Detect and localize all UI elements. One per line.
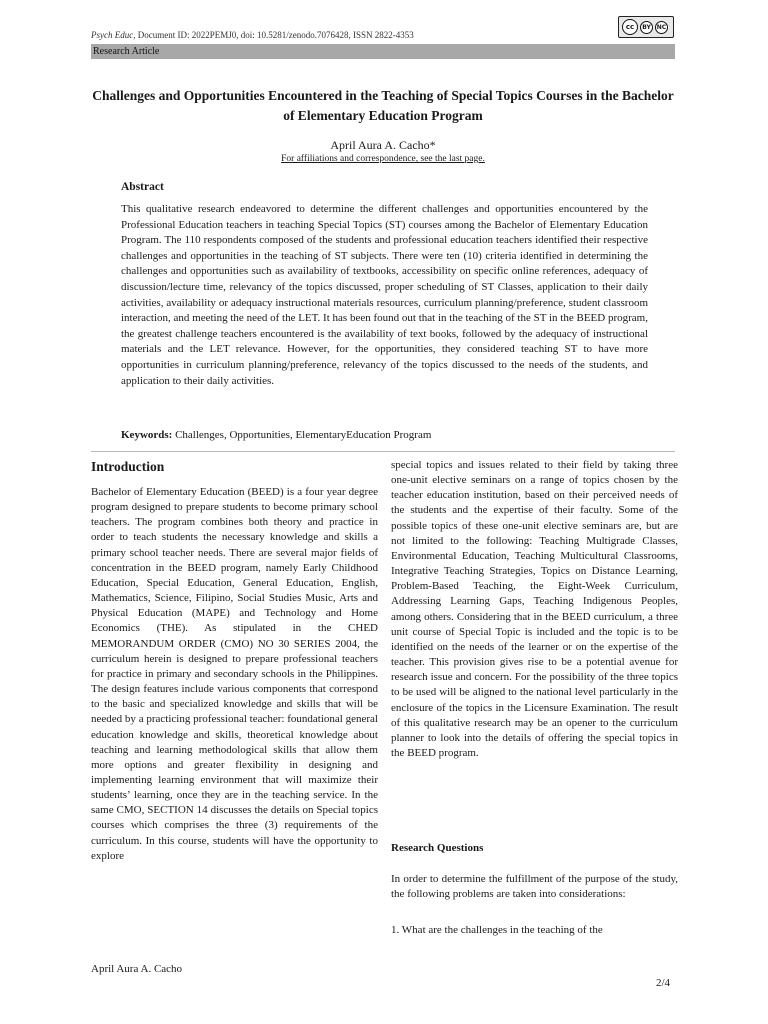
footer-author: April Aura A. Cacho bbox=[91, 963, 183, 975]
keywords-text: Challenges, Opportunities, ElementaryEducation Program bbox=[172, 429, 432, 441]
abstract-text: This qualitative research endeavored to determine the different challenges and opportunities encountered by the Professional Education teachers in teaching Special Topics (ST) courses among the Bachelor of Elementary Education Program. The 110 respondents composed of the students and professional education teachers identified their respective challenges and opportunities in the teaching of ST subjects. There were ten (10) criteria identified in determining the challenges and opportunities such as availability of textbooks, accessibility on specific online references, adequacy of discussion/lecture time, relevancy of the topics discussed, proper scheduling of ST Classes, application to their daily activities, availability or adequacy instructional materials resources, curriculum planning/preference, student classroom interaction, and meeting the need of the LET. It has been found out that in the teaching of the ST in the BEED program, the greatest challenge teachers encountered is the availability of text books, followed by the adequacy of instructional materials and the LET relevance. However, for the opportunities, they considered teaching ST to have more opportunities in curriculum planning/preference, relevancy of the topics discussed to the needs of the students, and application to their daily activities. bbox=[121, 203, 648, 387]
introduction-right-column: special topics and issues related to their field by taking three one-unit elective seminars on a range of topics chosen by the teacher education institution, based on their perceived needs of the students and the expertise of their faculty. Some of the possible topics of these one-unit elective seminars are, but are not limited to the following: Teaching Multigrade Classes, Environmental Education, Teaching Multicultural Classrooms, Integrative Teaching Strategies, Topics on Distance Learning, Problem-Based Teaching, the Eight-Week Curriculum, Addressing Learning Gaps, Teaching Indigenous Peoples, among others. Considering that in the BEED curriculum, a three unit course of Special Topic is included and the topic is to be identified on the needs of the learner or on the expertise of the teacher. This provision gives rise to be a potential avenue for research issue and concern. For the possibility of the three topics to be used will be aligned to the national level particularly in the enclosure of the topics in the Licensure Examination. The result of this qualitative research may be an opener to the curriculum planner to look into the details of offering the special topics in the BEED program. bbox=[391, 459, 678, 759]
citation-details: , Document ID: 2022PEMJ0, doi: 10.5281/zenodo.7076428, ISSN 2822-4353 bbox=[133, 30, 414, 40]
keywords-label: Keywords: bbox=[121, 429, 173, 441]
page-number: 2/4 bbox=[656, 977, 671, 989]
cc-nc-icon: NC bbox=[655, 21, 668, 34]
header-citation bbox=[91, 30, 414, 40]
journal-name: Psych Educ bbox=[91, 30, 134, 40]
article-type-bar: Research Article bbox=[91, 44, 675, 59]
affiliation-link[interactable]: For affiliations and correspondence, see the last page. bbox=[281, 154, 485, 164]
introduction-left-column: Bachelor of Elementary Education (BEED) is a four year degree program designed to prepare students to become primary school teachers. The program combines both theory and practice in order to teach students the necessary knowledge and skills a primary school teacher needs. There are several major fields of concentration in the BEED program, namely Early Childhood Education, Special Education, General Education, English, Mathematics, Science, Filipino, Social Studies Music, Arts and Physical Education (MAPE) and Technology and Home Economics (THE). As stipulated in the CHED MEMORANDUM ORDER (CMO) NO 30 SERIES 2004, the curriculum herein is designed to prepare professional teachers for practice in primary and secondary schools in the Philippines. The design features include various components that correspond to the basic and specialized knowledge and skills that will be needed by a practicing professional teacher: foundational general education knowledge and skills, theoretical knowledge about teaching and learning methodological skills that allow them more options and greater flexibility in designing and implementing learning environment that will maximize their students’ learning, once they are in the teaching service. In the same CMO, SECTION 14 discusses the details on Special topics courses which comprises the three (3) requirements of the curriculum. In this course, students will have the opportunity to explore bbox=[91, 486, 378, 862]
creative-commons-license-icon[interactable] bbox=[618, 16, 674, 38]
section-divider bbox=[91, 451, 675, 452]
author-name: April Aura A. Cacho* bbox=[330, 138, 436, 152]
cc-icon: cc bbox=[622, 19, 638, 35]
research-question-item: 1. What are the challenges in the teaching of the bbox=[391, 924, 603, 936]
paper-title: Challenges and Opportunities Encountered in the Teaching of Special Topics Courses in the Bachelor of Elementary Education Program bbox=[92, 88, 674, 123]
research-questions-heading: Research Questions bbox=[391, 842, 484, 854]
research-questions-intro: In order to determine the fulfillment of the purpose of the study, the following problems are taken into considerations: bbox=[391, 873, 678, 901]
cc-by-icon: BY bbox=[640, 21, 653, 34]
abstract-heading: Abstract bbox=[121, 181, 164, 193]
introduction-heading: Introduction bbox=[91, 459, 165, 474]
keywords-line bbox=[121, 429, 431, 441]
